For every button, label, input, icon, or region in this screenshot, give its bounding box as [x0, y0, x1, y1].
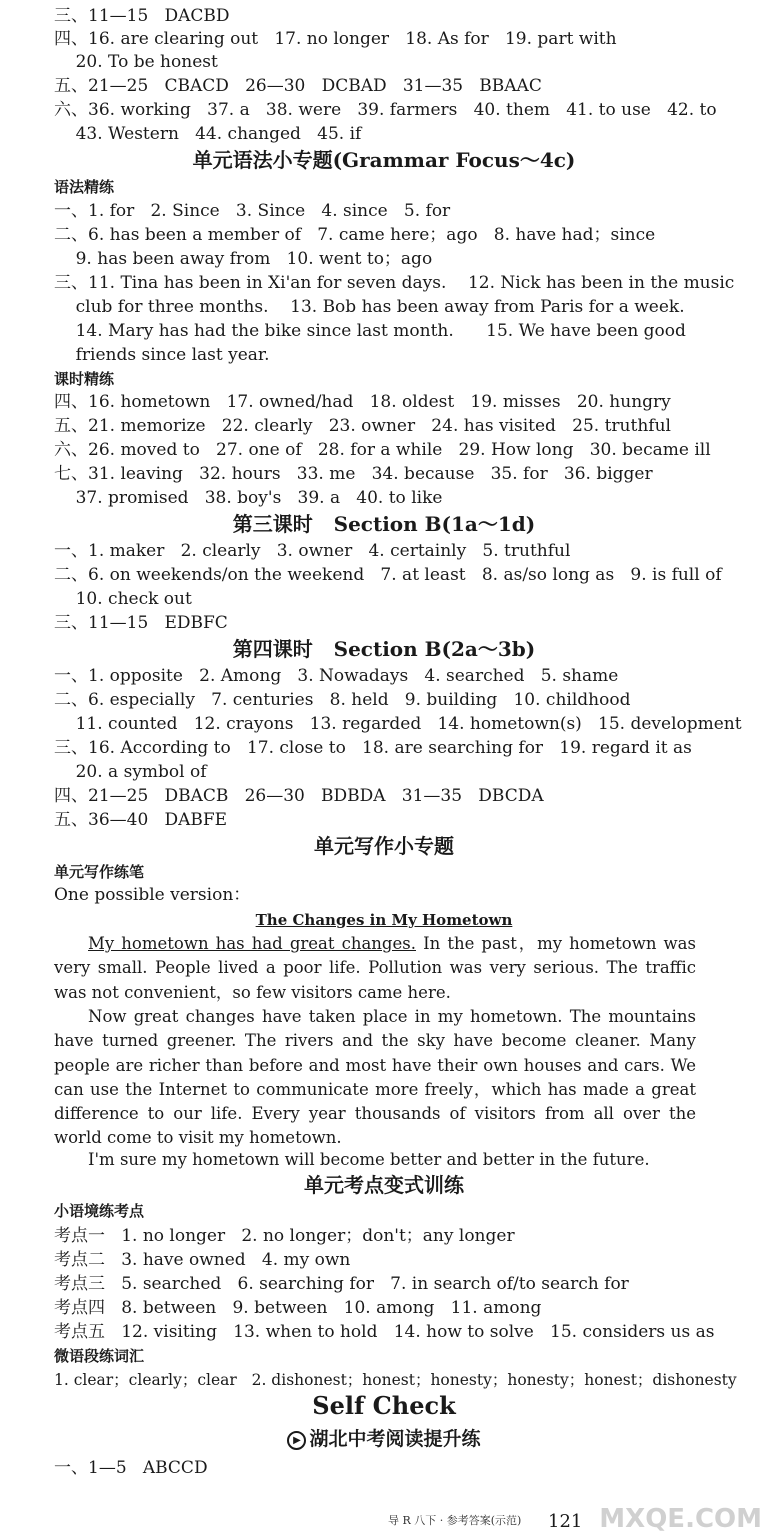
answer-line: 10. check out	[54, 589, 192, 609]
answer-line: 一、1. opposite 2. Among 3. Nowadays 4. searched 5. shame	[54, 666, 619, 686]
answer-line: 六、36. working 37. a 38. were 39. farmers 40. them 41. to use 42. to	[54, 100, 717, 120]
answer-line: 考点三 5. searched 6. searching for 7. in search of/to search for	[54, 1274, 629, 1294]
section-heading-self-check: Self Check	[312, 1391, 456, 1420]
answer-line: 20. a symbol of	[54, 762, 207, 782]
answer-line: 一、1. maker 2. clearly 3. owner 4. certainly 5. truthful	[54, 541, 571, 561]
play-circle-icon: ▶	[287, 1431, 306, 1450]
answer-line: friends since last year.	[54, 345, 270, 365]
version-label: One possible version：	[54, 885, 251, 905]
essay-paragraph-1-text: In the past，my hometown was very small. People lived a poor life. Pollution was very serious. The traffic was not convenient，so few visitors came here.	[54, 934, 696, 1002]
answer-line: 一、1—5 ABCCD	[54, 1458, 208, 1478]
section-heading-lesson3: 第三课时 Section B(1a～1d)	[232, 512, 536, 536]
section-heading-lesson4: 第四课时 Section B(2a～3b)	[232, 637, 536, 661]
footer-text: 导 R 八下 · 参考答案(示范)	[388, 1514, 522, 1527]
answer-line: 一、1. for 2. Since 3. Since 4. since 5. for	[54, 201, 451, 221]
subheading-hubei	[0, 1426, 768, 1452]
essay-topic-sentence: My hometown has had great changes.	[88, 934, 416, 953]
answer-line: 11. counted 12. crayons 13. regarded 14. hometown(s) 15. development	[54, 714, 742, 734]
answer-line: 考点一 1. no longer 2. no longer；don't；any longer	[54, 1226, 515, 1246]
answer-line: 1. clear；clearly；clear 2. dishonest；honest；honesty；honesty；honest；dishonesty	[54, 1371, 737, 1389]
answer-line: 三、11. Tina has been in Xi'an for seven days. 12. Nick has been in the music	[54, 273, 735, 293]
subheading-lesson-practice: 课时精练	[54, 370, 115, 388]
answer-line: 37. promised 38. boy's 39. a 40. to like	[54, 488, 443, 508]
answer-line: 考点四 8. between 9. between 10. among 11. among	[54, 1298, 542, 1318]
page-number: 121	[548, 1511, 583, 1532]
answer-line: 二、6. on weekends/on the weekend 7. at least 8. as/so long as 9. is full of	[54, 565, 722, 585]
answer-line: 五、36—40 DABFE	[54, 810, 228, 830]
essay-title: The Changes in My Hometown	[255, 911, 513, 929]
answer-line: 五、21—25 CBACD 26—30 DCBAD 31—35 BBAAC	[54, 76, 542, 96]
hubei-label: 湖北中考阅读提升练	[309, 1428, 481, 1450]
answer-line: 五、21. memorize 22. clearly 23. owner 24. has visited 25. truthful	[54, 416, 671, 436]
section-heading-grammar: 单元语法小专题(Grammar Focus～4c)	[192, 148, 576, 172]
subheading-writing-practice: 单元写作练笔	[54, 863, 145, 881]
answer-line: 四、21—25 DBACB 26—30 BDBDA 31—35 DBCDA	[54, 786, 544, 806]
answer-line: 二、6. has been a member of 7. came here；ago 8. have had；since	[54, 225, 656, 245]
answer-line: 七、31. leaving 32. hours 33. me 34. because 35. for 36. bigger	[54, 464, 653, 484]
section-heading-writing: 单元写作小专题	[314, 834, 454, 858]
essay-paragraph-3: I'm sure my hometown will become better and better in the future.	[88, 1150, 650, 1169]
answer-line: 三、11—15 DACBD	[54, 6, 230, 26]
essay-paragraph-1	[54, 932, 696, 1005]
answer-line: 四、16. hometown 17. owned/had 18. oldest 19. misses 20. hungry	[54, 392, 671, 412]
answer-line: 考点五 12. visiting 13. when to hold 14. how to solve 15. considers us as	[54, 1322, 715, 1342]
subheading-vocab: 微语段练词汇	[54, 1347, 145, 1365]
answer-line: 考点二 3. have owned 4. my own	[54, 1250, 351, 1270]
answer-line: club for three months. 13. Bob has been away from Paris for a week.	[54, 297, 685, 317]
answer-line: 9. has been away from 10. went to；ago	[54, 249, 433, 269]
subheading-grammar-practice: 语法精练	[54, 178, 115, 196]
answer-line: 四、16. are clearing out 17. no longer 18. As for 19. part with	[54, 29, 617, 49]
answer-line: 三、11—15 EDBFC	[54, 613, 228, 633]
answer-line: 20. To be honest	[54, 52, 218, 72]
essay-paragraph-2: Now great changes have taken place in my hometown. The mountains have turned greener. The rivers and the sky have become cleaner. Many people are richer than before and most have their own houses and cars. We can use the Internet to communicate more freely，which has made a great difference to our life. Every year thousands of visitors from all over the world come to visit my hometown.	[54, 1007, 696, 1148]
answer-line: 14. Mary has had the bike since last month. 15. We have been good	[54, 321, 686, 341]
subheading-context: 小语境练考点	[54, 1202, 145, 1220]
answer-line: 三、16. According to 17. close to 18. are searching for 19. regard it as	[54, 738, 692, 758]
section-heading-variant: 单元考点变式训练	[304, 1173, 464, 1197]
answer-line: 二、6. especially 7. centuries 8. held 9. building 10. childhood	[54, 690, 631, 710]
watermark-logo: MXQE.COM	[599, 1504, 762, 1534]
answer-line: 43. Western 44. changed 45. if	[54, 124, 362, 144]
answer-line: 六、26. moved to 27. one of 28. for a while 29. How long 30. became ill	[54, 440, 711, 460]
